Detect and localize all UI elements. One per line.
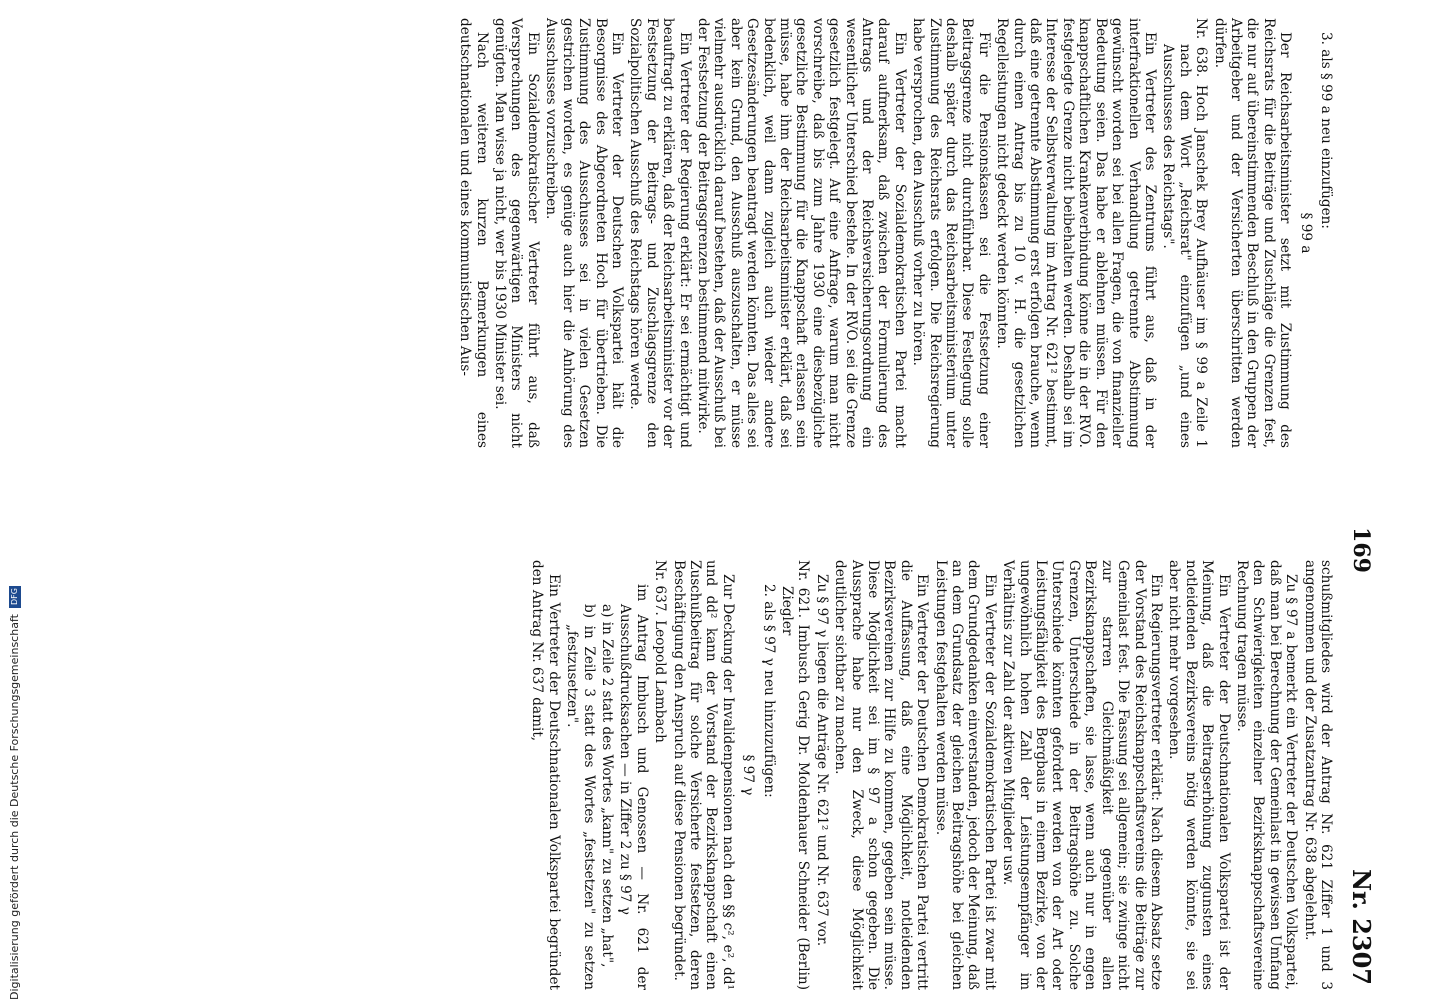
paragraph: Ein Regierungsvertreter erklärt: Nach diesem Absatz setze der Vorstand des Reichsknappschaftsvereins die Beiträge zur Gemeinlast fest. Die Fassung sei allgemein; sie zwinge nicht zur starren Gleichmäßigkeit gegenüber allen Bezirksknappschaften, sie lasse, wenn auch nur in engen Grenzen, Unterschiede in der Beitragshöhe zu. Solche Unterschiede könnten gefordert werden von der Art oder Leistungsfähigkeit des Bergbaus in einem Bezirke, von der ungewöhnlich hohen Zahl der Leistungsempfänger im Verhältnis zur Zahl der aktiven Mitglieder usw. bbox=[1000, 560, 1164, 990]
paragraph: Zu § 97 a bemerkt ein Vertreter der Deutschen Volkspartei, daß man bei Berechnung der Gemeinlast in gewissen Umfang den Schwierigkeiten einzelner Bezirksknappschaftsvereine Rechnung tragen müsse. bbox=[1233, 560, 1300, 990]
motion-entry: Nr. 621. Imbusch Gerig Dr. Moldenhauer Schneider (Berlin) Ziegler bbox=[779, 560, 812, 990]
paragraph: Ein Vertreter der Regierung erklärt: Er sei ermächtigt und beauftragt zu erklären, daß der Reichsarbeitsminister vor der Festsetzung der Beitrags- und Zuschlagsgrenze den Sozialpolitischen Ausschuß des Reichstags hören werde. bbox=[627, 18, 693, 448]
section-heading: § 99 a bbox=[1297, 212, 1314, 254]
paragraph: Der Reichsarbeitsminister setzt mit Zustimmung des Reichsrats für die Beiträge und Zuschläge die Grenzen fest, die nur auf übereinstimmenden Beschluß in den Gruppen der Arbeitgeber und der Versicherten überschritten werden dürfen. bbox=[1211, 18, 1294, 448]
paragraph: Nach weiteren kurzen Bemerkungen eines deutschnationalen und eines kommunistischen Aus- bbox=[457, 18, 490, 448]
page-number: 169 bbox=[1348, 527, 1374, 573]
paragraph: Ein Vertreter der Sozialdemokratischen Partei macht darauf aufmerksam, daß zwischen der Formulierung des Antrags und der Reichsversicherungsordnung ein wesentlicher Unterschied bestehe. In der RVO. sei die Grenze gesetzlich festgelegt. Auf eine Anfrage, warum man nicht vorschreibe, daß bis zum Jahre 1930 eine diesbezügliche gesetzliche Bestimmung für die Knappschaft erlassen sein müsse, habe ihm der Reichsarbeitsminister erklärt, daß sei bedenklich, weil dann zugleich auch wieder andere Gesetzesänderungen beantragt werden könnten. Das alles sei aber kein Grund, den Ausschuß auszuschalten, er müsse vielmehr ausdrücklich darauf bestehen, daß der Ausschuß bei der Festsetzung der Beitragsgrenzen bestimmend mitwirke. bbox=[694, 18, 908, 448]
motion-subitem: a) in Zeile 2 statt des Wortes „kann" zu setzen „hat", bbox=[598, 604, 615, 968]
paragraph: schußmitgliedes wird der Antrag Nr. 621 Ziffer 1 und 3 angenommen und der Zusatzantrag Nr. 638 abgelehnt. bbox=[1301, 560, 1334, 990]
paragraph: Ein Vertreter der Deutschen Demokratischen Partei vertritt die Auffassung, daß eine Möglichkeit, notleidenden Bezirksvereinen zur Hilfe zu kommen, gegeben sein müsse. Diese Möglichkeit sei im § 97 a schon gegeben. Die Aussprache habe nur den Zweck, diese Möglichkeit deutlicher sichtbar zu machen. bbox=[832, 560, 931, 990]
paragraph: Zur Deckung der Invalidenpensionen nach den §§ c², e², dd¹ und dd² kann der Vorstand der Bezirksknappschaft einen Zuschußbeitrag für solche Versicherte festsetzen, deren Beschäftigung den Anspruch auf diese Pensionen begründet. bbox=[670, 560, 736, 990]
paragraph: Für die Pensionskassen sei die Festsetzung einer Beitragsgrenze nicht durchführbar. Diese Festlegung solle deshalb später durch das Reichsarbeitsministerium unter Zustimmung des Reichsrats erfolgen. Die Reichsregierung habe versprochen, den Ausschuß vorher zu hören. bbox=[910, 18, 992, 448]
paragraph: Ein Vertreter der Deutschnationalen Volkspartei ist der Meinung, daß die Beitragserhöhung zugunsten eines notleidenden Bezirksvereins nötig werden könnte, sie sei aber nicht mehr vorgesehen. bbox=[1166, 560, 1232, 990]
paragraph: Zu § 97 γ liegen die Anträge Nr. 621² und Nr. 637 vor. bbox=[813, 574, 830, 947]
paragraph: Ein Vertreter der Deutschen Volkspartei hält die Besorgnisse des Abgeordneten Hoch für übertrieben. Die Zustimmung des Ausschusses sei in vielen Gesetzen gestrichen worden, es genüge auch hier die Anhörung des Ausschusses vorzuschreiben. bbox=[543, 18, 625, 448]
motion-entry: Nr. 637. Leopold Lambach bbox=[652, 560, 669, 743]
paragraph: Ein Sozialdemokratischer Vertreter führt aus, daß Versprechungen des gegenwärtigen Ministers nicht genügten. Man wisse ja nicht, wer bis 1930 Minister sei. bbox=[492, 18, 541, 448]
paragraph: Ein Vertreter des Zentrums führt aus, daß in der interfraktionellen Verhandlung getrennte Abstimmung gewünscht worden sei bei allen Fragen, die von finanzieller Bedeutung seien. Das habe er ablehnen müssen. Für den knappschaftlichen Krankenverbindung könne die in der RVO. festgelegte Grenze nicht beibehalten werden. Deshalb sei im Interesse der Selbstverwaltung im Antrag Nr. 621² bestimmt, daß eine getrennte Abstimmung erst erfolgen brauche, wenn durch einen Antrag bis zu 10 v. H. die gesetzlichen Regelleistungen nicht gedeckt werden könnten. bbox=[994, 18, 1158, 448]
document-number: Nr. 2307 bbox=[1347, 869, 1376, 985]
credit-text: Digitalisierung gefördert durch die Deutsche Forschungsgemeinschaft bbox=[8, 614, 21, 1000]
motion-item: im Antrag Imbusch und Genossen — Nr. 621 der Ausschußdrucksachen — in Ziffer 2 zu § 97 γ bbox=[617, 584, 650, 990]
paragraph: Ein Vertreter der Deutschnationalen Volkspartei begründet den Antrag Nr. 637 damit, bbox=[529, 560, 562, 990]
section-heading: § 97 γ bbox=[740, 754, 757, 796]
paragraph: 3. als § 99 a neu einzufügen: bbox=[1318, 32, 1334, 230]
motion-item: 2. als § 97 γ neu hinzuzufügen: bbox=[760, 584, 777, 798]
digitization-credit bbox=[8, 0, 21, 1000]
paragraph: Ein Vertreter der Sozialdemokratischen Partei ist zwar mit dem Grundgedanken einverstanden, jedoch der Meinung, daß an dem Grundsatz der gleichen Beitragshöhe bei gleichen Leistungen festgehalten werden müsse. bbox=[932, 560, 998, 990]
dfg-logo-icon: DFG bbox=[9, 586, 21, 608]
right-column bbox=[527, 560, 1334, 990]
left-column bbox=[455, 18, 1334, 448]
motion-entry: Nr. 638. Hoch Janschek Brey Aufhäuser im § 99 a Zeile 1 nach dem Wort „Reichsrat" einzufügen „und eines Ausschusses des Reichstags". bbox=[1160, 18, 1210, 448]
motion-subitem: b) in Zeile 3 statt des Wortes „festsetzen" zu setzen „festzusetzen". bbox=[564, 604, 597, 990]
